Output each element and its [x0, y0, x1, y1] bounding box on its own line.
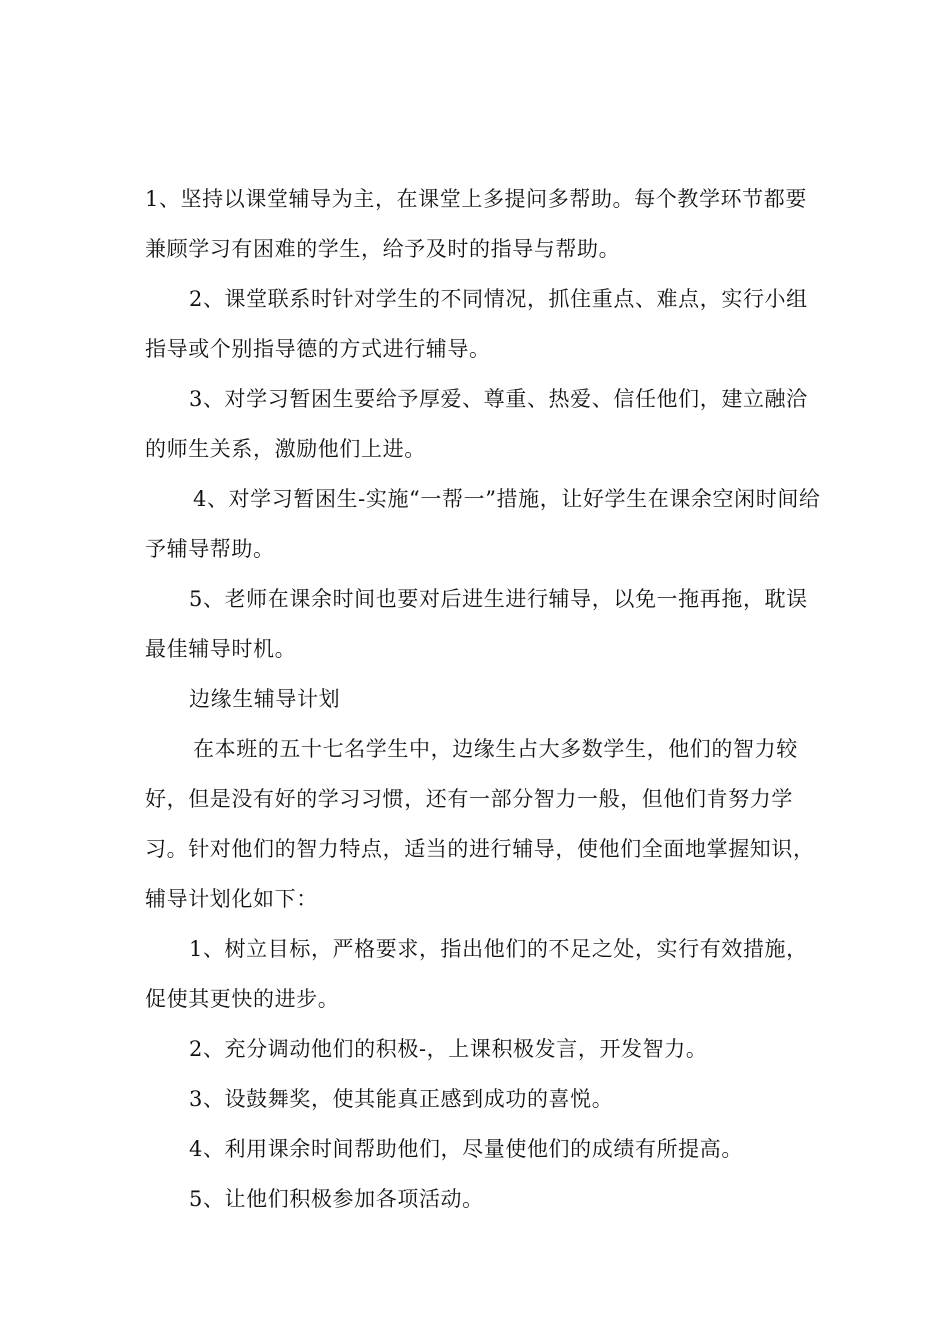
paragraph-9: 3、设鼓舞奖，使其能真正感到成功的喜悦。: [189, 1087, 614, 1111]
paragraph-3: 3、对学习暂困生要给予厚爱、尊重、热爱、信任他们，建立融洽的师生关系，激励他们上进。: [145, 387, 808, 461]
paragraph-6: 在本班的五十七名学生中，边缘生占大多数学生，他们的智力较好，但是没有好的学习习惯，还有一部分智力一般，但他们肯努力学习。针对他们的智力特点，适当的进行辅导，使他们全面地掌握知识，辅导计划化如下：: [145, 737, 815, 911]
section-heading: 边缘生辅导计划: [189, 687, 341, 711]
paragraph-10: 4、利用课余时间帮助他们，尽量使他们的成绩有所提高。: [189, 1137, 743, 1161]
paragraph-4: 4、对学习暂困生-实施“一帮一”措施，让好学生在课余空闲时间给予辅导帮助。: [145, 487, 821, 561]
paragraph-2: 2、课堂联系时针对学生的不同情况，抓住重点、难点，实行小组指导或个别指导德的方式进行辅导。: [145, 287, 808, 361]
paragraph-8: 2、充分调动他们的积极-，上课积极发言，开发智力。: [189, 1037, 708, 1061]
paragraph-7: 1、树立目标，严格要求，指出他们的不足之处，实行有效措施，促使其更快的进步。: [145, 937, 808, 1011]
paragraph-5: 5、老师在课余时间也要对后进生进行辅导，以免一拖再拖，耽误最佳辅导时机。: [145, 587, 808, 661]
paragraph-1: 1、坚持以课堂辅导为主，在课堂上多提问多帮助。每个教学环节都要兼顾学习有困难的学生，给予及时的指导与帮助。: [145, 187, 807, 261]
paragraph-11: 5、让他们积极参加各项活动。: [189, 1187, 484, 1211]
document-body: [145, 174, 825, 1224]
